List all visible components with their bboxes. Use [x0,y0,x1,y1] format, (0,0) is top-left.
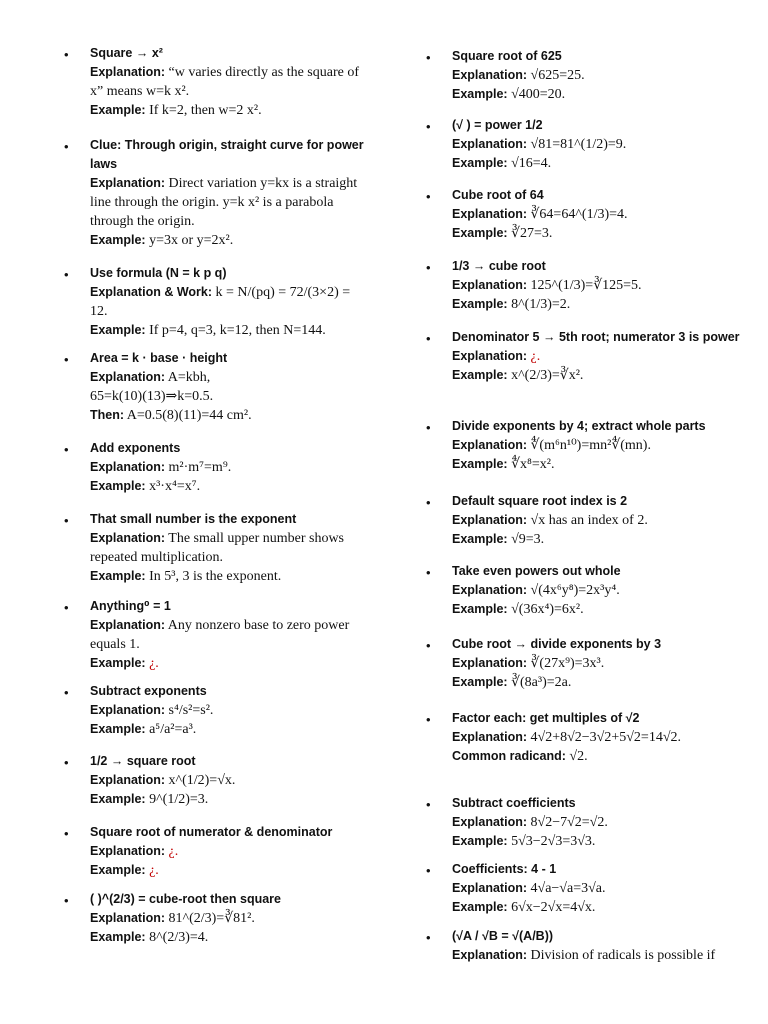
line-label: Example: [90,656,146,670]
line-label: Explanation: [90,65,166,79]
item-line [90,321,364,340]
item-line [452,154,746,173]
line-label: Example: [90,233,146,247]
line-label: Example: [452,532,508,546]
line-label: Explanation: [452,656,528,670]
line-label: Explanation & Work: [90,285,213,299]
line-text: √2. [565,749,588,764]
list-item [426,257,746,314]
item-line [452,455,746,474]
line-text: Any nonzero base to zero power equals 1. [90,618,350,652]
line-text: s⁴/s²=s². [165,703,214,718]
item-title: Divide exponents by 4; extract whole parts [452,419,706,433]
line-label: Explanation: [90,176,166,190]
bullet-icon: • [426,797,431,812]
item-line [452,946,746,965]
line-text: √625=25. [527,68,585,83]
item-line [452,135,746,154]
line-text: ∜x⁸=x². [507,457,555,472]
list-item [64,349,364,425]
item-line [452,898,746,917]
bullet-icon: • [426,712,431,727]
item-line [90,701,364,720]
item-title: Cube root → divide exponents by 3 [452,637,662,651]
bullet-icon: • [426,930,431,945]
item-line [452,530,746,549]
line-label: Explanation: [452,815,528,829]
item-title: Use formula (N = k p q) [90,266,227,280]
list-item [64,823,364,880]
item-title: Denominator 5 → 5th root; numerator 3 is power [452,330,740,344]
item-title: Square → x² [90,46,163,60]
item-line [452,205,746,224]
item-line [90,616,364,654]
item-title: Subtract coefficients [452,796,576,810]
line-label: Explanation: [452,349,528,363]
line-text: a⁵/a²=a³. [145,722,197,737]
line-label: Example: [452,602,508,616]
item-line [90,842,364,861]
list-item [64,682,364,739]
bullet-icon: • [64,893,69,908]
line-text: 9^(1/2)=3. [145,792,209,807]
list-item [426,116,746,173]
list-item [64,44,364,120]
line-text: If k=2, then w=2 x². [145,103,262,118]
item-line [452,276,746,295]
item-title: Add exponents [90,441,181,455]
line-text: x^(2/3)=∛x². [507,368,584,383]
list-item [64,890,364,947]
list-item [426,860,746,917]
list-item [426,709,746,766]
list-item [64,439,364,496]
bullet-icon: • [64,47,69,62]
item-line [452,347,746,366]
item-line [90,101,364,120]
list-item [426,794,746,851]
line-text: “w varies directly as the square of x” means w=k x². [90,65,359,99]
line-label: Explanation: [90,911,166,925]
item-line [90,283,364,321]
bullet-icon: • [64,442,69,457]
item-line [90,368,364,387]
list-item [426,492,746,549]
line-text: ∛(27x⁹)=3x³. [527,656,605,671]
list-item [426,562,746,619]
item-line [90,909,364,928]
line-text: √x has an index of 2. [527,513,648,528]
item-line [90,458,364,477]
item-line [90,529,364,567]
line-label: Example: [452,297,508,311]
line-label: Explanation: [452,278,528,292]
line-label: Example: [90,479,146,493]
item-line [452,224,746,243]
line-label: Explanation: [90,773,166,787]
line-text: A=kbh, [165,370,211,385]
line-text: 6√x−2√x=4√x. [507,900,596,915]
item-line [90,771,364,790]
line-text: Direct variation y=kx is a straight line through the origin. y=k x² is a parabola through the origin. [90,176,358,229]
line-text: ∛27=3. [507,226,553,241]
bullet-icon: • [426,119,431,134]
line-text: ¿. [145,656,159,671]
bullet-icon: • [64,513,69,528]
item-title: Clue: Through origin, straight curve for power laws [90,138,364,171]
line-text: x³·x⁴=x⁷. [145,479,201,494]
line-text: In 5³, 3 is the exponent. [145,569,282,584]
list-item [64,510,364,586]
line-label: Example: [90,323,146,337]
line-label: Then: [90,408,125,422]
line-text: 8√2−7√2=√2. [527,815,608,830]
item-line [452,879,746,898]
item-line [90,63,364,101]
line-label: Example: [452,87,508,101]
item-title: That small number is the exponent [90,512,297,526]
line-label: Example: [90,863,146,877]
item-line [452,295,746,314]
line-label: Explanation: [452,207,528,221]
item-title: Square root of 625 [452,49,562,63]
line-text: √400=20. [507,87,566,102]
line-text: k = N/(pq) = 72/(3×2) = 12. [90,285,351,319]
bullet-icon: • [64,600,69,615]
bullet-icon: • [426,863,431,878]
item-line [90,861,364,880]
item-title: Square root of numerator & denominator [90,825,333,839]
line-text: ∜(m⁶n¹⁰)=mn²∜(mn). [527,438,651,453]
line-text: 4√2+8√2−3√2+5√2=14√2. [527,730,682,745]
item-line [452,747,746,766]
line-text: ∛64=64^(1/3)=4. [527,207,628,222]
item-title: ( )^(2/3) = cube-root then square [90,892,282,906]
line-text: The small upper number shows repeated multiplication. [90,531,345,565]
line-label: Explanation: [90,703,166,717]
line-text: 125^(1/3)=∛125=5. [527,278,642,293]
item-title: Take even powers out whole [452,564,621,578]
line-text: ¿. [527,349,541,364]
item-line [90,654,364,673]
item-line [452,600,746,619]
item-title: 1/2 → square root [90,754,196,768]
bullet-icon: • [64,685,69,700]
bullet-icon: • [64,139,69,154]
line-label: Explanation: [90,370,166,384]
line-label: Example: [90,930,146,944]
line-text: 5√3−2√3=3√3. [507,834,596,849]
bullet-icon: • [64,826,69,841]
item-line [90,790,364,809]
item-line [452,436,746,455]
bullet-icon: • [426,565,431,580]
line-label: Example: [90,569,146,583]
item-title: Subtract exponents [90,684,207,698]
line-text: √9=3. [507,532,545,547]
line-label: Example: [452,457,508,471]
item-line [452,654,746,673]
item-line [90,928,364,947]
line-label: Example: [452,368,508,382]
line-label: Example: [90,792,146,806]
list-item [64,136,364,250]
line-label: Explanation: [90,531,166,545]
line-label: Explanation: [90,618,166,632]
line-text: x^(1/2)=√x. [165,773,236,788]
line-label: Explanation: [90,460,166,474]
list-item [426,47,746,104]
item-title: 1/3 → cube root [452,259,546,273]
line-label: Example: [452,675,508,689]
list-item [426,417,746,474]
line-label: Explanation: [452,68,528,82]
bullet-icon: • [64,267,69,282]
item-title: (√A / √B = √(A/B)) [452,929,554,943]
item-line [452,66,746,85]
line-text: ¿. [145,863,159,878]
list-item [64,597,364,673]
list-item [426,635,746,692]
item-line [90,174,364,231]
line-text: 8^(2/3)=4. [145,930,209,945]
line-text: 4√a−√a=3√a. [527,881,606,896]
list-item [426,328,746,385]
line-label: Explanation: [452,583,528,597]
item-title: Factor each: get multiples of √2 [452,711,640,725]
item-line [452,728,746,747]
list-item [64,264,364,340]
line-text: √(36x⁴)=6x². [507,602,584,617]
list-item [426,186,746,243]
list-item [426,927,746,965]
line-label: Explanation: [452,948,528,962]
bullet-icon: • [64,755,69,770]
bullet-icon: • [426,260,431,275]
item-line [90,231,364,250]
bullet-icon: • [426,495,431,510]
item-title: Anything⁰ = 1 [90,599,171,613]
item-title: (√ ) = power 1/2 [452,118,543,132]
line-text: 81^(2/3)=∛81². [165,911,255,926]
bullet-icon: • [426,420,431,435]
bullet-icon: • [426,50,431,65]
line-text: m²·m⁷=m⁹. [165,460,232,475]
bullet-icon: • [426,189,431,204]
item-line [452,581,746,600]
item-line [90,406,364,425]
item-line [452,511,746,530]
line-label: Example: [452,834,508,848]
bullet-icon: • [426,638,431,653]
bullet-icon: • [64,352,69,367]
line-label: Explanation: [452,730,528,744]
item-title: Cube root of 64 [452,188,544,202]
line-text: ¿. [165,844,179,859]
item-line [452,673,746,692]
line-text: √81=81^(1/2)=9. [527,137,627,152]
line-text: A=0.5(8)(11)=44 cm². [124,408,252,423]
line-text: ∛(8a³)=2a. [507,675,572,690]
item-title: Area = k · base · height [90,351,228,365]
item-line [90,720,364,739]
line-label: Explanation: [452,137,528,151]
line-label: Explanation: [452,881,528,895]
item-line [452,85,746,104]
line-label: Explanation: [452,438,528,452]
line-label: Example: [90,103,146,117]
item-line [452,366,746,385]
line-text: 8^(1/3)=2. [507,297,571,312]
item-line [452,832,746,851]
line-text: √(4x⁶y⁸)=2x³y⁴. [527,583,620,598]
item-line [452,813,746,832]
line-label: Example: [452,156,508,170]
line-text: 65=k(10)(13)⇒k=0.5. [90,389,214,404]
line-label: Example: [452,226,508,240]
line-text: If p=4, q=3, k=12, then N=144. [145,323,326,338]
item-line [90,387,364,406]
line-label: Explanation: [90,844,166,858]
line-text: √16=4. [507,156,552,171]
line-label: Explanation: [452,513,528,527]
line-label: Example: [452,900,508,914]
bullet-icon: • [426,331,431,346]
item-title: Default square root index is 2 [452,494,628,508]
line-text: y=3x or y=2x². [145,233,234,248]
list-item [64,752,364,809]
line-label: Example: [90,722,146,736]
line-label: Common radicand: [452,749,566,763]
item-line [90,477,364,496]
item-line [90,567,364,586]
item-title: Coefficients: 4 - 1 [452,862,557,876]
line-text: Division of radicals is possible if [527,948,716,963]
